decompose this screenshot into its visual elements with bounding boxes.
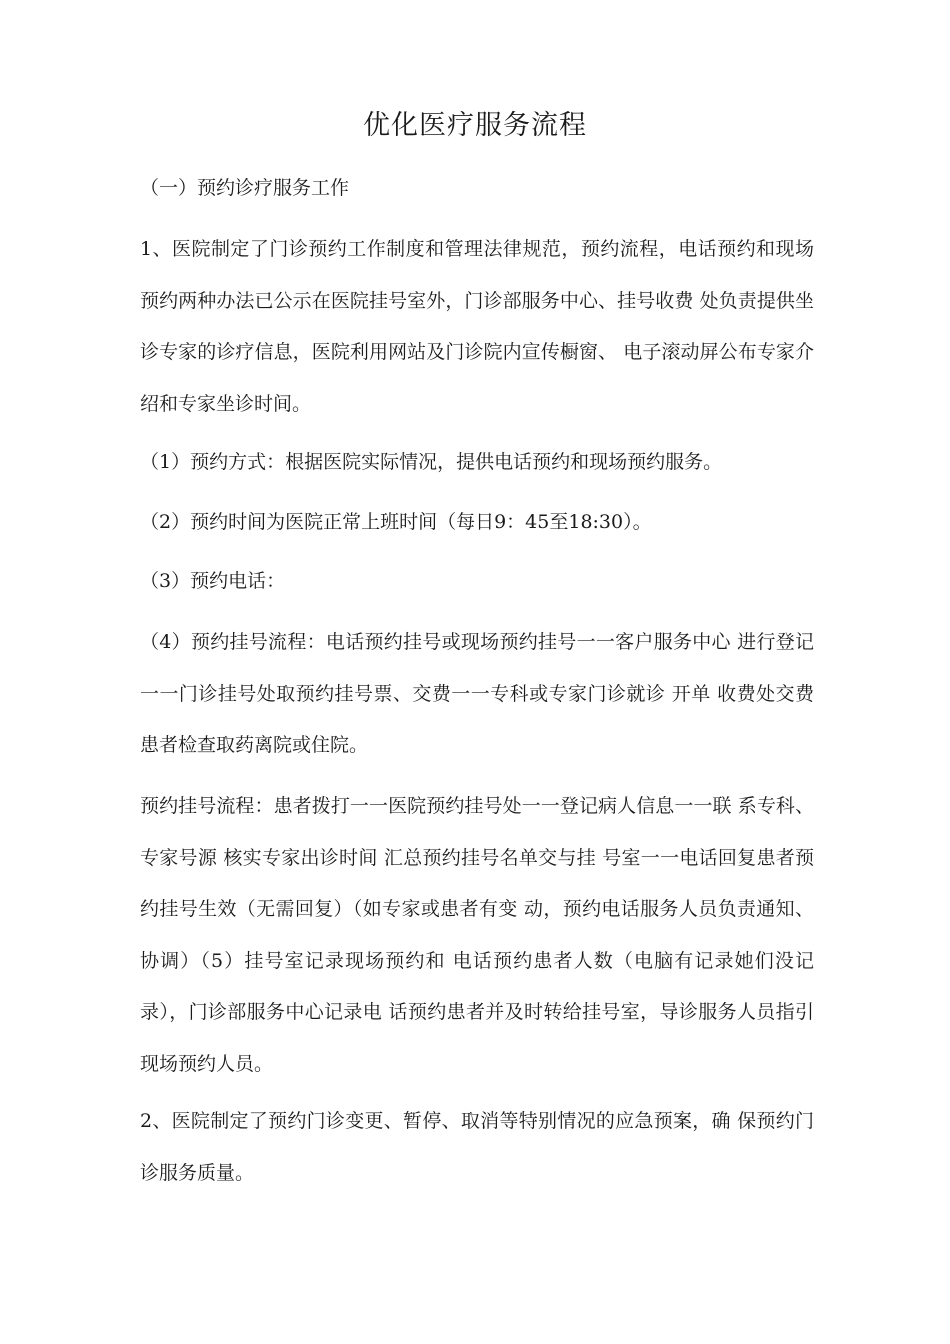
- list-item-4: （4）预约挂号流程：电话预约挂号或现场预约挂号一一客户服务中心 进行登记一一门诊挂号处取预约挂号票、交费一一专科或专家门诊就诊 开单 收费处交费 患者检查取药离院或住院。: [140, 631, 814, 756]
- paragraph-1: 1、医院制定了门诊预约工作制度和管理法律规范，预约流程，电话预约和现场预约两种办法已公示在医院挂号室外，门诊部服务中心、挂号收费 处负责提供坐诊专家的诊疗信息，医院利用网站及门诊院内宣传橱窗、 电子滚动屏公布专家介绍和专家坐诊时间。: [140, 238, 814, 415]
- list-item-2: （2）预约时间为医院正常上班时间（每日9：45至18:30）。: [140, 511, 652, 533]
- paragraph-2: 2、医院制定了预约门诊变更、暂停、取消等特别情况的应急预案，确 保预约门诊服务质量。: [140, 1110, 814, 1184]
- list-item-3: （3）预约电话：: [140, 570, 286, 592]
- document-title: 优化医疗服务流程: [363, 110, 587, 141]
- list-item-1: （1）预约方式：根据医院实际情况，提供电话预约和现场预约服务。: [140, 451, 723, 473]
- section-heading: （一）预约诊疗服务工作: [140, 177, 350, 199]
- paragraph-flow: 预约挂号流程：患者拨打一一医院预约挂号处一一登记病人信息一一联 系专科、专家号源 核实专家出诊时间 汇总预约挂号名单交与挂 号室一一电话回复患者预约挂号生效（无需回复）（如专家或患者有变 动，预约电话服务人员负责通知、协调）（5）挂号室记录现场预约和 电话预约患者人数（电脑有记录她们没记录），门诊部服务中心记录电 话预约患者并及时转给挂号室，导诊服务人员指引现场预约人员。: [140, 795, 814, 1075]
